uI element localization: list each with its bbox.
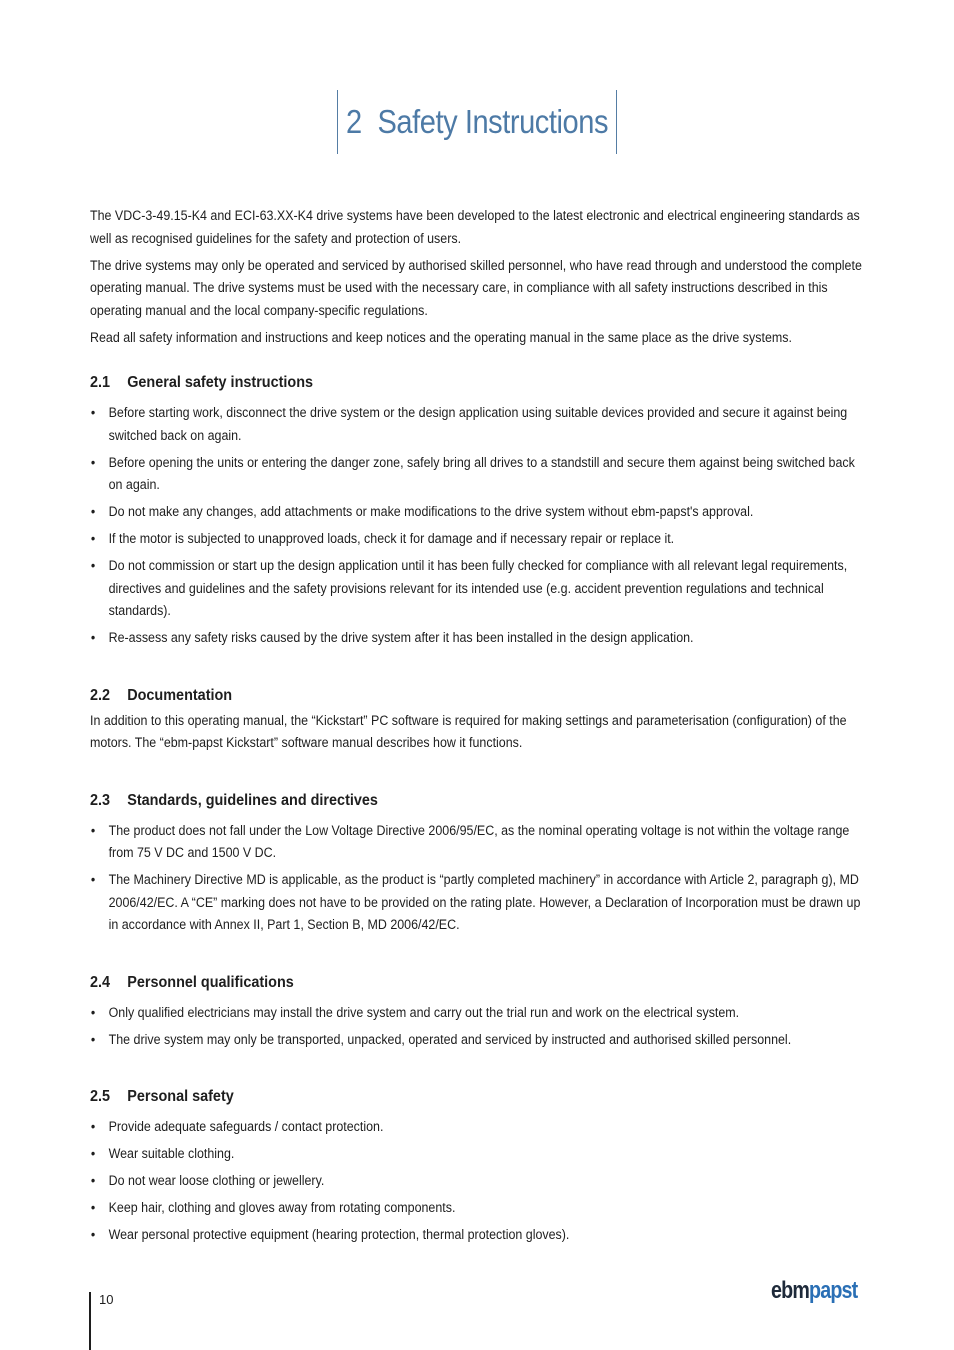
list-item [90, 1002, 862, 1025]
list-item [90, 869, 862, 937]
bullet-marker: • [90, 1146, 96, 1161]
section-heading-standards [90, 790, 862, 812]
list-item-text: Only qualified electricians may install the drive system and carry out the trial run and work on the electrical system. [108, 1004, 740, 1020]
section-heading-personnel [90, 972, 862, 994]
list-item [90, 1029, 862, 1052]
section-title: Personal safety [127, 1088, 234, 1105]
documentation-paragraph: In addition to this operating manual, the “Kickstart” PC software is required for making settings and parameterisation (configuration) of the motors. The “ebm-papst Kickstart” software manual describes how it functions. [90, 712, 847, 750]
list-item [90, 1197, 862, 1220]
list-item-text: Before starting work, disconnect the drive system or the design application using suitable devices provided and secure it against being switched back on again. [108, 405, 848, 443]
list-item [90, 555, 862, 623]
list-item [90, 1143, 862, 1166]
general-safety-list [90, 402, 862, 650]
list-item-text: Wear suitable clothing. [108, 1146, 235, 1161]
list-item-text: The drive system may only be transported, unpacked, operated and serviced by instructed and authorised skilled personnel. [108, 1031, 792, 1047]
bullet-marker: • [90, 558, 96, 573]
intro-paragraph: The VDC-3-49.15-K4 and ECI-63.XX-K4 drive systems have been developed to the latest electronic and electrical engineering standards as well as recognised guidelines for the safety and protection of users. [90, 208, 860, 246]
list-item-text: Re-assess any safety risks caused by the drive system after it has been installed in the design application. [108, 630, 694, 645]
bullet-marker: • [90, 531, 96, 546]
bullet-marker: • [90, 1119, 96, 1134]
logo-papst-text: papst [809, 1277, 858, 1304]
section-title: Personnel qualifications [127, 973, 294, 991]
page-content [90, 205, 862, 1251]
list-item-text: The Machinery Directive MD is applicable, as the product is “partly completed machinery” in accordance with Article 2, paragraph g), MD 2006/42/EC. A “CE” marking does not have to be provided on the rating plate. However, a Declaration of Incorporation must be drawn up in accordance with Annex II, Part 1, Section B, MD 2006/42/EC. [108, 872, 861, 932]
section-title: General safety instructions [127, 374, 314, 391]
bullet-marker: • [90, 454, 96, 470]
list-item-text: Keep hair, clothing and gloves away from rotating components. [108, 1200, 456, 1215]
footer-divider [89, 1292, 91, 1350]
section-heading-general-safety [90, 372, 862, 394]
chapter-heading [337, 90, 617, 154]
bullet-marker: • [90, 405, 96, 420]
section-title: Standards, guidelines and directives [127, 791, 378, 809]
list-item [90, 501, 862, 524]
list-item-text: Provide adequate safeguards / contact protection. [108, 1119, 384, 1134]
logo-ebm-text: ebm [771, 1277, 810, 1304]
bullet-marker: • [90, 822, 96, 838]
standards-list [90, 820, 862, 937]
bullet-marker: • [90, 1227, 96, 1242]
section-number: 2.5 [90, 1088, 111, 1105]
section-heading-documentation [90, 685, 862, 707]
list-item-text: Do not wear loose clothing or jewellery. [108, 1173, 325, 1188]
list-item-text: The product does not fall under the Low Voltage Directive 2006/95/EC, as the nominal operating voltage is not within the voltage range from 75 V DC and 1500 V DC. [108, 822, 850, 860]
bullet-marker: • [90, 1004, 96, 1020]
section-number: 2.2 [90, 686, 111, 704]
list-item-text: Do not commission or start up the design application until it has been fully checked for compliance with all relevant legal requirements, directives and guidelines and the safety provisions relevant for its intended use (e.g. accident prevention regulations and technical standards). [108, 558, 848, 618]
chapter-title: Safety Instructions [377, 103, 609, 140]
page-number: 10 [99, 1292, 114, 1307]
list-item-text: Before opening the units or entering the danger zone, safely bring all drives to a standstill and secure them against being switched back on again. [108, 454, 855, 492]
bullet-marker: • [90, 1031, 96, 1047]
personnel-list [90, 1002, 862, 1052]
list-item-text: If the motor is subjected to unapproved loads, check it for damage and if necessary repair or replace it. [108, 531, 675, 546]
section-number: 2.4 [90, 973, 111, 991]
bullet-marker: • [90, 1200, 96, 1215]
list-item [90, 402, 862, 447]
list-item [90, 627, 862, 650]
list-item-text: Wear personal protective equipment (hearing protection, thermal protection gloves). [108, 1227, 570, 1242]
bullet-marker: • [90, 1173, 96, 1188]
list-item [90, 1116, 862, 1139]
ebmpapst-logo [771, 1277, 857, 1305]
personal-safety-list [90, 1116, 862, 1247]
chapter-number: 2 [345, 103, 362, 140]
list-item [90, 528, 862, 551]
intro-paragraph: Read all safety information and instructions and keep notices and the operating manual in the same place as the drive systems. [90, 329, 792, 345]
list-item [90, 1170, 862, 1193]
list-item-text: Do not make any changes, add attachments or make modifications to the drive system without ebm-papst's approval. [108, 504, 754, 519]
section-heading-personal-safety [90, 1086, 862, 1108]
section-number: 2.3 [90, 791, 111, 809]
bullet-marker: • [90, 872, 96, 887]
list-item [90, 1224, 862, 1247]
bullet-marker: • [90, 504, 96, 519]
list-item [90, 452, 862, 497]
intro-paragraph: The drive systems may only be operated and serviced by authorised skilled personnel, who have read through and understood the complete operating manual. The drive systems must be used with the necessary care, in compliance with all safety instructions described in this operating manual and the local company-specific regulations. [90, 257, 862, 318]
section-number: 2.1 [90, 374, 111, 391]
bullet-marker: • [90, 630, 96, 645]
section-title: Documentation [127, 686, 233, 704]
list-item [90, 820, 862, 865]
